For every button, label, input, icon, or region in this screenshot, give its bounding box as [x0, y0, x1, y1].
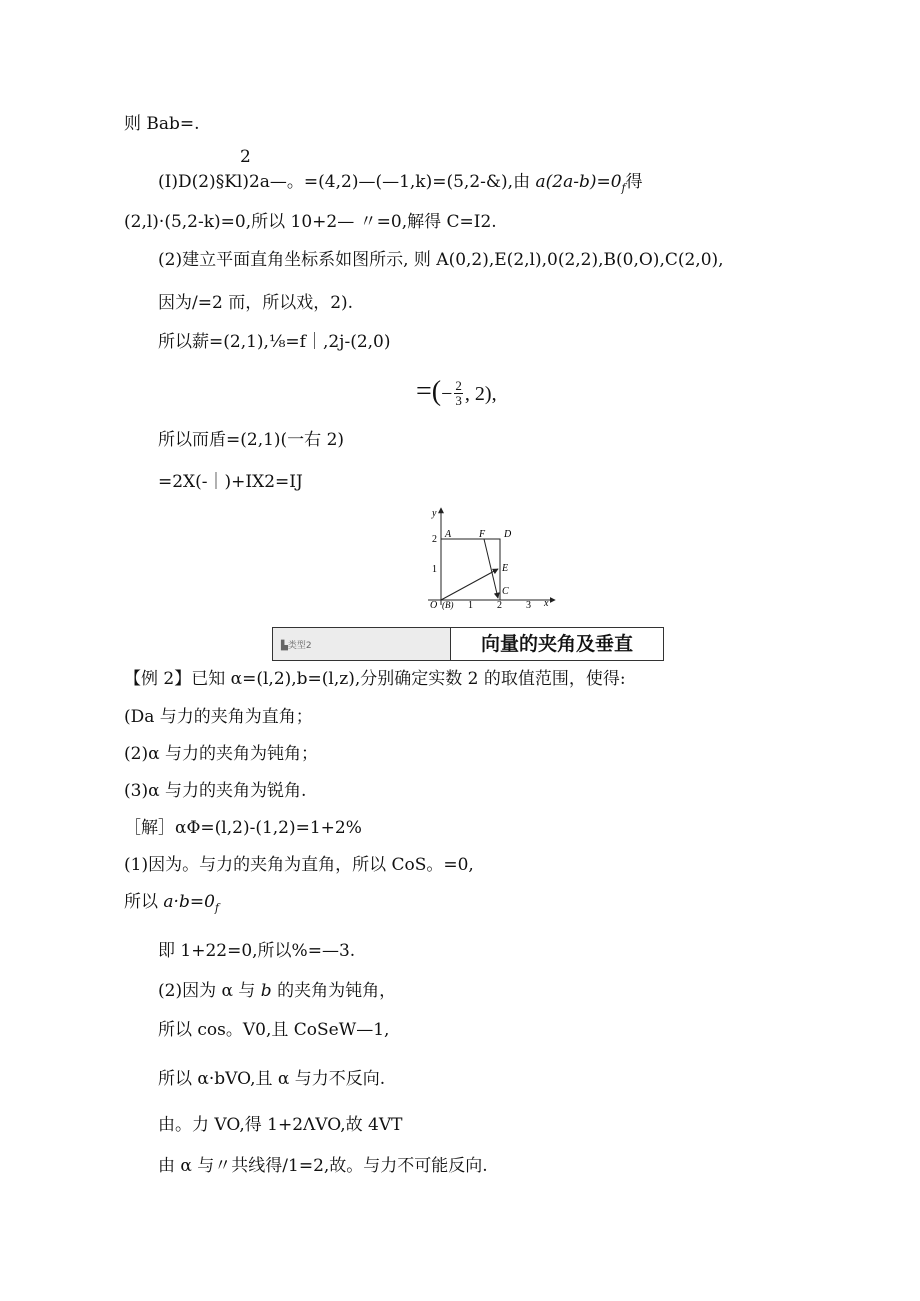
- section-tag: ▙类型2: [281, 641, 312, 651]
- text-line-17: [124, 891, 219, 919]
- text-line-22: 由。力 VO,得 1+2ΛVO,故 4VT: [158, 1115, 403, 1135]
- text-line-21: 所以 α·bVO,且 α 与力不反向.: [158, 1069, 386, 1089]
- superscript-2: 2: [240, 147, 251, 167]
- text-line-3: [158, 171, 643, 199]
- fraction-result: [416, 376, 497, 408]
- text-line-9: 所以而盾=(2,1)(一右 2): [158, 430, 345, 450]
- fraction-denominator: 3: [455, 393, 462, 409]
- section-title: 向量的夹角及垂直: [480, 633, 633, 655]
- label-point-e: E: [502, 563, 509, 574]
- text-line-23: 由 α 与〃共线得/1=2,故。与力不可能反向.: [158, 1156, 488, 1176]
- y-tick-2: 2: [432, 534, 437, 545]
- fraction-minus: −: [441, 383, 453, 405]
- label-point-f: F: [479, 529, 486, 540]
- text-l19-a: (2)因为 α 与: [158, 981, 256, 1001]
- y-tick-1: 1: [432, 564, 437, 575]
- label-y-axis: y: [432, 508, 437, 519]
- text-line-12: (Da 与力的夹角为直角；: [124, 707, 313, 727]
- text-line-6: 因为/=2 而，所以戏，2).: [158, 293, 354, 313]
- text-l17-sub: f: [214, 901, 219, 915]
- label-point-d: D: [504, 529, 512, 540]
- fraction-rest: , 2),: [464, 383, 497, 405]
- x-tick-3: 3: [526, 600, 531, 611]
- x-tick-2: 2: [497, 600, 502, 611]
- text-l3-c: 得: [625, 172, 643, 192]
- text-l3-formula: a(2a-b)=0: [535, 172, 622, 192]
- text-l19-c: 的夹角为钝角，: [277, 981, 397, 1001]
- text-l17-a: 所以: [124, 892, 158, 912]
- text-line-10: =2X(-｜)+IX2=IJ: [158, 472, 303, 492]
- segment-ae: [441, 569, 498, 600]
- text-l17-formula: a·b=0: [163, 892, 215, 912]
- text-l3-a: (I)D(2)§Kl)2a—。=(4,2)—(—1,k)=(5,2-&),由: [158, 172, 531, 192]
- text-line-18: 即 1+22=0,所以%=—3.: [158, 941, 356, 961]
- text-line-16: (1)因为。与力的夹角为直角，所以 CoS。=0,: [124, 855, 474, 875]
- text-line-15: ［解］αΦ=(l,2)-(1,2)=1+2%: [124, 818, 362, 838]
- label-point-c: C: [502, 586, 509, 597]
- text-line-11: 【例 2】已知 α=(l,2),b=(l,z),分别确定实数 2 的取值范围，使得:: [124, 669, 626, 689]
- label-origin-b: (B): [442, 600, 454, 610]
- text-line-7: 所以薪=(2,1),⅛=f｜,2j-(2,0): [158, 332, 391, 352]
- section-tag-panel: [273, 628, 451, 660]
- fraction: [454, 379, 463, 408]
- coordinate-diagram: [420, 505, 560, 611]
- label-origin: O: [430, 600, 438, 611]
- text-l3-sub: f: [621, 181, 626, 195]
- text-l19-b: b: [260, 981, 272, 1001]
- x-tick-1: 1: [468, 600, 473, 611]
- text-line-19: [158, 980, 396, 1002]
- text-line-1: 则 Bab=.: [124, 114, 200, 134]
- text-line-14: (3)α 与力的夹角为锐角.: [124, 781, 307, 801]
- fraction-numerator: 2: [455, 378, 462, 394]
- label-x-axis: x: [544, 598, 549, 609]
- segment-fc: [484, 539, 498, 598]
- text-line-4: (2,l)·(5,2-k)=0,所以 10+2— 〃=0,解得 C=I2.: [124, 212, 497, 232]
- text-line-5: (2)建立平面直角坐标系如图所示, 则 A(0,2),E(2,l),0(2,2),B(0,O),C(2,0),: [158, 250, 724, 270]
- label-point-a: A: [445, 529, 452, 540]
- text-line-20: 所以 cos。V0,且 CoSeW—1,: [158, 1020, 390, 1040]
- fraction-open: =(: [416, 376, 442, 407]
- text-line-13: (2)α 与力的夹角为钝角；: [124, 744, 318, 764]
- section-header-bar: [272, 627, 664, 661]
